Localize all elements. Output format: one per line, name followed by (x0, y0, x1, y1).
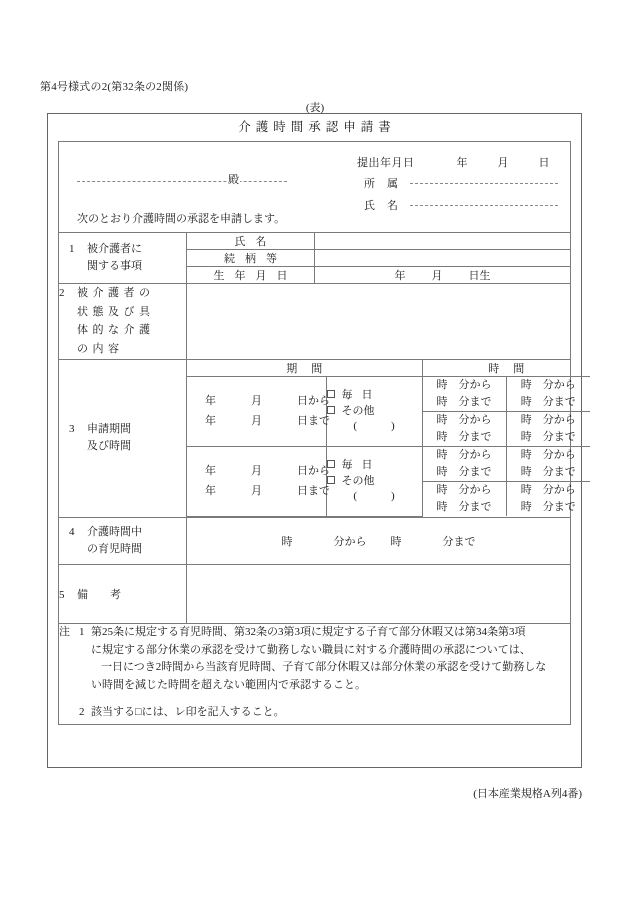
b1-daily-label: 毎日 (341, 388, 382, 401)
b1-t3-to: 時 分まで (436, 430, 492, 443)
section3-block2-other-option[interactable] (327, 474, 422, 490)
section3-period-header: 期間 (187, 360, 422, 377)
checkbox-icon[interactable] (327, 390, 335, 398)
paper-size-note: (日本産業規格A列4番) (473, 788, 582, 800)
section4-label (59, 518, 186, 564)
note-item-1 (59, 624, 570, 695)
section3-number: 3 (69, 423, 75, 436)
section3-header-row (187, 360, 590, 377)
note-2-marker (59, 704, 91, 722)
section3-block2-time-1[interactable] (422, 446, 506, 481)
note-2-line1: 該当する□には、レ印を記入すること。 (91, 705, 285, 718)
section3-label-line1: 申請期間 (87, 423, 131, 436)
section3-block1-date-from (187, 391, 330, 411)
b2-other-label: その他 (341, 474, 375, 487)
sheet-side-marker: (表) (305, 102, 325, 114)
b1-open-paren: ( (353, 419, 357, 432)
section1-number: 1 (69, 242, 75, 255)
section3-block1-other-input[interactable] (327, 419, 422, 435)
note-1-line1: 第25条に規定する育児時間、第32条の3第3項に規定する子育て部分休暇又は第34条第3項 (91, 625, 526, 638)
notes-cell (59, 623, 571, 724)
section3-block1-date-to (187, 411, 330, 431)
section3-block2-time-4[interactable] (506, 482, 590, 517)
section4-label-line2: の育児時間 (87, 542, 142, 555)
section3-label-cell (59, 359, 187, 517)
section3-block2-date-from (187, 461, 330, 481)
applicant-name-field (364, 197, 558, 213)
section2-label-line2: 状態及び具 (77, 305, 155, 318)
section1-value-relation[interactable] (315, 250, 571, 267)
b2-from-year: 年 (205, 464, 216, 477)
note-2-number: 2 (79, 705, 85, 718)
affiliation-write-line[interactable] (410, 183, 558, 184)
section4-to-min: 分まで (442, 535, 476, 548)
checkbox-icon[interactable] (327, 406, 335, 414)
section1-sublabel-name: 氏名 (187, 233, 315, 250)
section1-label-cell (59, 233, 187, 284)
checkbox-icon[interactable] (327, 460, 335, 468)
b1-to-year: 年 (205, 415, 216, 428)
b1-from-year: 年 (205, 395, 216, 407)
b2-to-month: 月 (251, 485, 262, 498)
section3-label-line2: 及び時間 (87, 440, 131, 453)
notes-heading: 注 (59, 625, 70, 638)
section1-label-line2: 関する事項 (87, 260, 142, 272)
section3-block1-time-2[interactable] (506, 376, 590, 411)
b1-t2-to: 時 分まで (520, 395, 576, 408)
note-1-marker (59, 624, 91, 695)
application-statement: 次のとおり介護時間の承認を申請します。 (77, 213, 286, 225)
section3-block2-date-to (187, 481, 330, 501)
section1-value-dob[interactable] (315, 267, 571, 284)
section4-row (59, 517, 571, 564)
section3-block1-daily-option[interactable] (327, 388, 422, 404)
b1-t4-from: 時 分から (520, 413, 576, 426)
b1-from-day: 日から (297, 395, 330, 407)
b2-to-year: 年 (205, 485, 216, 498)
b2-t4-to: 時 分まで (520, 501, 576, 514)
submit-date-ymd: 年月日 (456, 157, 580, 169)
b1-t3-from: 時 分から (436, 413, 492, 426)
b2-from-day: 日から (297, 464, 330, 477)
applicant-name-label: 氏名 (364, 200, 410, 212)
note-item-2 (59, 704, 570, 722)
section3-block1-frequency[interactable] (326, 376, 422, 446)
section4-number: 4 (69, 525, 75, 538)
header-block-row (59, 142, 571, 233)
section3-block2-time-3[interactable] (422, 482, 506, 517)
section5-label-cell (59, 564, 187, 623)
b1-t4-to: 時 分まで (520, 430, 576, 443)
b2-from-month: 月 (251, 464, 262, 477)
b2-t1-from: 時 分から (436, 448, 492, 461)
applicant-name-write-line[interactable] (410, 205, 558, 206)
section3-content-cell (187, 359, 576, 517)
section3-inner-table (187, 360, 590, 517)
section1-dob-day: 日生 (468, 270, 491, 282)
submission-header-cell (59, 142, 580, 233)
b2-close-paren: ) (391, 489, 395, 502)
section3-block1-other-option[interactable] (327, 404, 422, 420)
section1-dob-ym: 年月 (394, 270, 469, 282)
section3-block1-time-1[interactable] (422, 376, 506, 411)
section4-from-min: 分から (333, 535, 367, 548)
b2-open-paren: ( (353, 489, 357, 502)
b1-from-month: 月 (251, 395, 262, 407)
form-table (58, 141, 580, 725)
b2-t4-from: 時 分から (520, 484, 576, 497)
addressee-write-line[interactable] (77, 180, 287, 182)
section1-label (59, 235, 186, 281)
section4-value-cell[interactable] (187, 517, 571, 564)
affiliation-label: 所属 (364, 178, 410, 190)
section3-time-header: 時間 (422, 360, 590, 377)
section2-value-cell[interactable] (187, 284, 571, 360)
b1-to-day: 日まで (297, 415, 330, 428)
section1-sublabel-dob: 生年月日 (187, 267, 315, 284)
section3-block2-time-2[interactable] (506, 446, 590, 481)
section1-label-line1: 被介護者に (87, 242, 142, 255)
b2-t3-from: 時 分から (436, 484, 492, 497)
section1-sublabel-relation: 続柄等 (187, 250, 315, 267)
section2-row (59, 284, 571, 360)
section3-row (59, 359, 571, 517)
addressee-suffix: 殿 (227, 171, 240, 187)
note-1-body (91, 624, 570, 695)
section2-label-line1: 被介護者の (77, 287, 155, 299)
note-1-line3: 一日につき2時間から当該育児時間、子育て部分休暇又は部分休業の承認を受けて勤務しな (101, 661, 547, 674)
section3-block2-daily-option[interactable] (327, 458, 422, 474)
section5-number: 5 (59, 588, 65, 601)
submit-date-label: 提出年月日 (357, 157, 415, 169)
b2-daily-label: 毎日 (341, 458, 382, 471)
section5-row (59, 564, 571, 623)
b1-t1-from: 時 分から (436, 378, 492, 391)
note-2-body (91, 704, 570, 722)
section3-block1-period[interactable] (187, 376, 330, 446)
note-1-line2: に規定する部分休業の承認を受けて勤務しない職員に対する介護時間の承認については、 (91, 643, 531, 656)
b1-to-month: 月 (251, 415, 262, 428)
notes-row (59, 623, 571, 724)
section3-block2-other-input[interactable] (327, 489, 422, 505)
b2-to-day: 日まで (297, 485, 330, 498)
form-number: 第4号様式の2(第32条の2関係) (40, 81, 189, 93)
checkbox-icon[interactable] (327, 476, 335, 484)
b1-close-paren: ) (391, 419, 395, 432)
section4-from-hour: 時 (281, 535, 293, 548)
b1-t2-from: 時 分から (520, 378, 576, 391)
section4-label-cell (59, 517, 187, 564)
b2-t3-to: 時 分まで (436, 501, 492, 514)
section3-block2-row1 (187, 446, 590, 481)
note-1-number: 1 (79, 625, 85, 638)
section2-number: 2 (59, 287, 65, 299)
section4-to-hour: 時 (390, 535, 402, 548)
b2-t2-to: 時 分まで (520, 465, 576, 478)
section1-value-name[interactable] (315, 233, 571, 250)
section2-label-cell (59, 284, 187, 360)
submit-date-row (357, 154, 580, 170)
document-title: 介護時間承認申請書 (238, 120, 396, 134)
b2-t1-to: 時 分まで (436, 465, 492, 478)
section4-label-line1: 介護時間中 (87, 525, 142, 538)
section3-label (59, 415, 186, 461)
section5-value-cell[interactable] (187, 564, 571, 623)
section3-block2-period[interactable] (187, 446, 330, 516)
section2-label-line4: の内容 (77, 343, 124, 356)
section3-block1-row1 (187, 376, 590, 411)
b1-other-label: その他 (341, 404, 375, 417)
section5-label-text: 備考 (77, 588, 143, 601)
b2-t2-from: 時 分から (520, 448, 576, 461)
note-1-line4: い時間を減じた時間を超えない範囲内で承認すること。 (91, 679, 366, 692)
section2-label-line3: 体的な介護 (77, 324, 155, 337)
section3-block1-time-3[interactable] (422, 411, 506, 446)
section1-row-name (59, 233, 571, 250)
section3-block2-frequency[interactable] (326, 446, 422, 516)
section3-block1-time-4[interactable] (506, 411, 590, 446)
affiliation-field (364, 175, 558, 191)
b1-t1-to: 時 分まで (436, 395, 492, 408)
